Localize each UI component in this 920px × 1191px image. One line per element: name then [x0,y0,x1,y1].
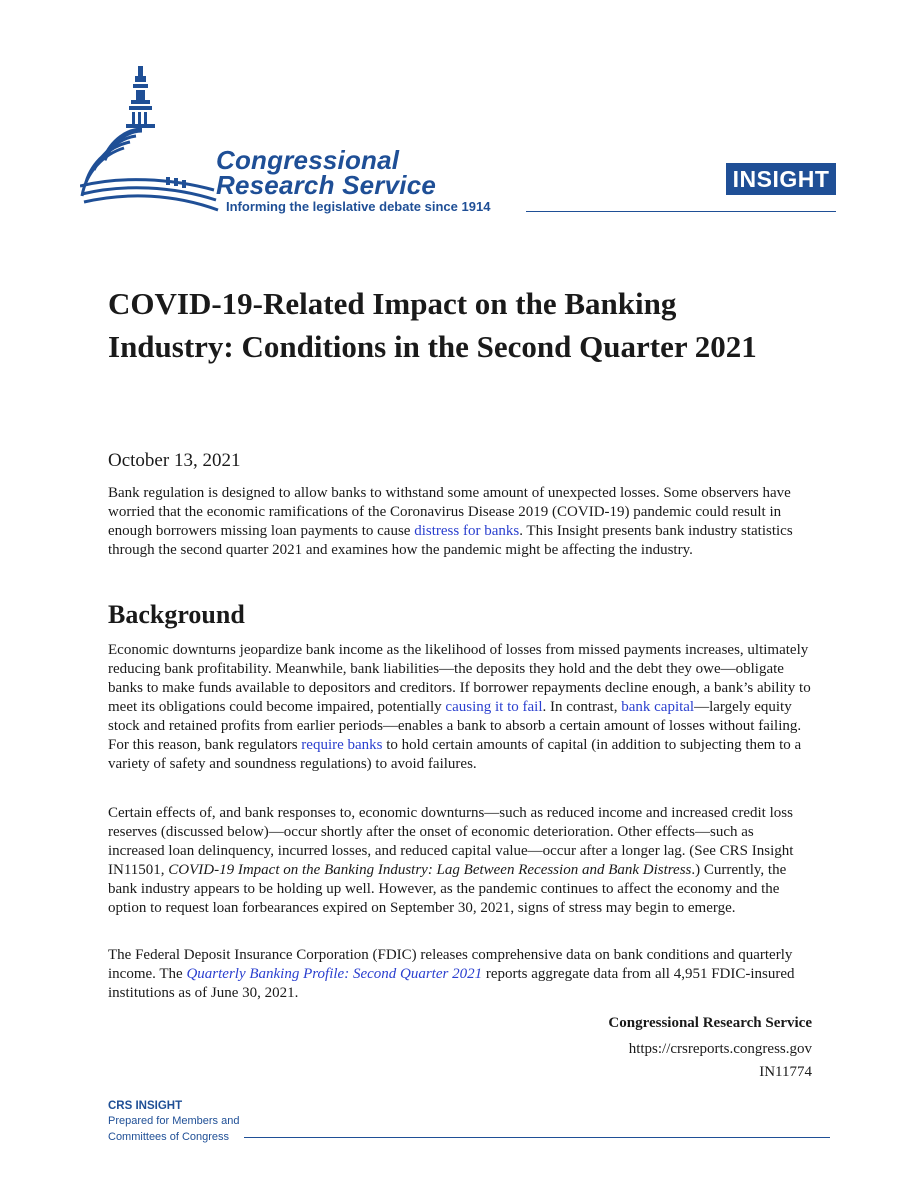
link-causing-it-to-fail[interactable]: causing it to fail [445,699,543,715]
footer-crs-insight: CRS INSIGHT [108,1100,183,1112]
bg1-text-1: Economic downturns jeopardize bank income as the likelihood of losses from missed payments increases, ultimately reducing bank profitability. Meanwhile, bank liabilities—the deposits they hold and the debt they owe—obligate banks to make funds available to depositors and creditors. If borrower repayments decline enough, a bank’s ability to meet its obligations could become impaired, potentially [108,642,811,715]
link-distress-for-banks[interactable]: distress for banks [414,523,520,539]
bg3-text-1: The Federal Deposit Insurance Corporation (FDIC) releases comprehensive data on bank conditions and quarterly income. The [108,947,793,982]
background-paragraph-1 [108,641,813,774]
intro-text-2: . This Insight presents bank industry statistics through the second quarter 2021 and examines how the pandemic might be affecting the industry. [108,523,793,558]
org-name-line1: Congressional [216,145,400,175]
bg1-text-2: . In contrast, [542,699,622,715]
footer-divider [244,1137,830,1138]
section-heading-background: Background [108,600,245,629]
link-require-banks[interactable]: require banks [301,737,383,753]
page-title: COVID-19-Related Impact on the Banking Industry: Conditions in the Second Quarter 2021 [108,286,757,364]
bg2-text-1: Certain effects of, and bank responses to, economic downturns—such as reduced income and increased credit loss reserves (discussed below)—occur shortly after the onset of economic deterioration. Other effects—such as increased loan delinquency, incurred losses, and reduced capital value—occur after a longer lag. (See CRS Insight IN11501, [108,805,794,878]
intro-paragraph [108,484,813,560]
footer-url: https://crsreports.congress.gov [628,1041,812,1057]
footer-report-id: IN11774 [759,1064,812,1080]
bg1-text-3: —largely equity stock and retained profits from earlier periods—enables a bank to absorb a certain amount of losses without failing. For this reason, bank regulators [108,699,802,753]
background-paragraph-2 [108,804,813,918]
org-tagline: Informing the legislative debate since 1914 [226,199,491,214]
capitol-dome-icon [80,64,220,214]
cited-report-title: COVID-19 Impact on the Banking Industry: Lag Between Recession and Bank Distress [168,862,692,878]
bg2-text-2: .) Currently, the bank industry appears to be holding up well. However, as the pandemic continues to affect the economy and the option to request loan forbearances expired on September 30, 2021, signs of stress may begin to emerge. [108,862,787,916]
link-bank-capital[interactable]: bank capital [621,699,695,715]
insight-badge: INSIGHT [726,163,836,195]
bg3-text-2: reports aggregate data from all 4,951 FDIC-insured institutions as of June 30, 2021. [108,966,795,1001]
footer-org: Congressional Research Service [608,1015,812,1031]
background-paragraph-3 [108,946,813,1003]
bg1-text-4: to hold certain amounts of capital (in addition to subjecting them to a variety of safety and soundness regulations) to avoid failures. [108,737,802,772]
footer-prepared-line2: Committees of Congress [108,1131,230,1143]
intro-text-1: Bank regulation is designed to allow banks to withstand some amount of unexpected losses. Some observers have worried that the economic ramifications of the Coronavirus Disease 2019 (COVID-19) pandemic could result in enough borrowers missing loan payments to cause [108,485,791,539]
link-quarterly-banking-profile[interactable]: Quarterly Banking Profile: Second Quarter 2021 [186,966,483,982]
tagline-divider [526,211,836,212]
publication-date: October 13, 2021 [108,450,241,471]
org-name-line2: Research Service [216,170,437,200]
footer-prepared-line1: Prepared for Members and [108,1115,240,1127]
